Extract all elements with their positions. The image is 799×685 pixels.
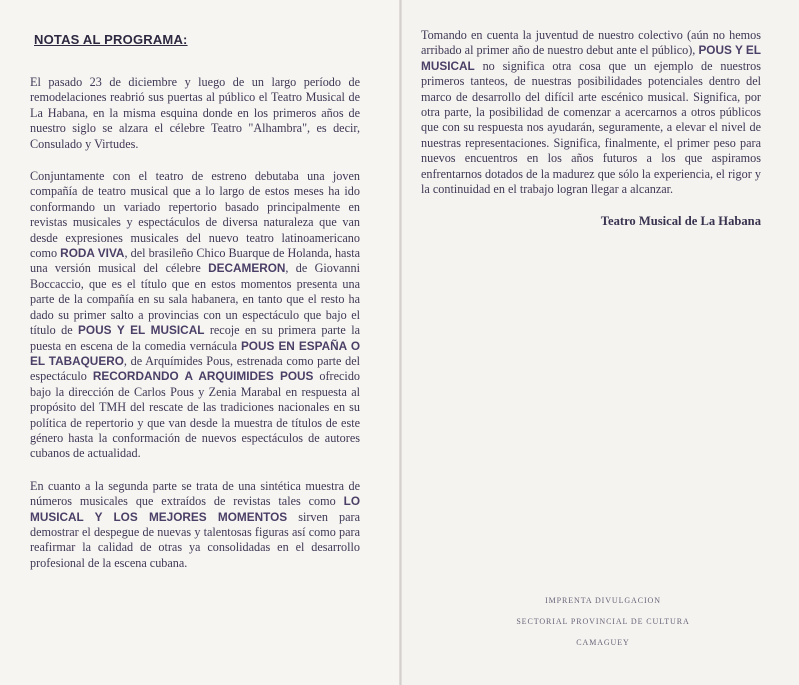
imprint-line-printer: IMPRENTA DIVULGACION bbox=[545, 596, 661, 605]
text-run: , del brasileño Chico Buarque de Holanda, hasta una versión musical del célebre bbox=[30, 246, 360, 276]
title-decameron: DECAMERON bbox=[208, 261, 286, 276]
title-pous-en-espana: POUS EN ESPAÑA O EL TABAQUERO bbox=[30, 338, 360, 368]
signature: Teatro Musical de La Habana bbox=[600, 214, 761, 229]
text-run: sirven para demostrar el despegue de nuevas y talentosas figuras así como para reafirmar la calidad de otras ya consolidadas en el desarrollo profesional de la escena cubana. bbox=[30, 509, 360, 570]
title-lo-musical: LO MUSICAL Y LOS MEJORES MOMENTOS bbox=[30, 494, 360, 524]
text-run: no significa otra cosa que un ejemplo de nuestros primeros tanteos, de nuestras posibilidades potenciales dentro del marco de desarrollo del difícil arte escénico musical. Significa, por otra parte, la posibilidad de comenzar a acercarnos a otros públicos que con su respuesta nos ayudarán, seguramente, a elevar el nivel de nuestras representaciones. Significa, finalmente, el primer peso para nuevos encuentros en los años futuros a los que aspiramos enfrentarnos dotados de la madurez que sólo la experiencia, el rigor y la continuidad en el trabajo logran llegar a alcanzar. bbox=[421, 58, 761, 197]
text-run: , de Arquímides Pous, estrenada como parte del espectáculo bbox=[30, 353, 360, 384]
title-roda-viva: RODA VIVA bbox=[60, 246, 125, 261]
paragraph-reopening: El pasado 23 de diciembre y luego de un largo período de remodelaciones reabrió sus puertas al público el Teatro Musical de La Habana, en la misma esquina donde en los primeros años de nuestro siglo se alzara el célebre Teatro "Alhambra", es decir, Consulado y Virtudes. bbox=[30, 75, 360, 151]
program-notes-heading: NOTAS AL PROGRAMA: bbox=[34, 32, 188, 47]
text-run: Tomando en cuenta la juventud de nuestro colectivo (aún no hemos arribado al primer año de nuestro debut ante el público), bbox=[421, 28, 761, 58]
text-run: , de Giovanni Boccaccio, que es el título que en estos momentos presenta una parte de la compañía en su sala habanera, en tanto que el resto ha dado su primer salto a provincias con un espectáculo que bajo el título de bbox=[30, 261, 360, 338]
imprint-line-sector: SECTORIAL PROVINCIAL DE CULTURA bbox=[516, 617, 690, 626]
paragraph-company bbox=[30, 169, 360, 462]
text-run: ofrecido bajo la dirección de Carlos Pous y Zenia Marabal en respuesta al propósito del TMH del rescate de las tradiciones nacionales en su política de repertorio y que van desde la muestra de títulos de este género hasta la conformación de nuevos espectáculos de autores cubanos de actualidad. bbox=[30, 369, 361, 461]
imprint-line-city: CAMAGUEY bbox=[576, 638, 630, 647]
text-run: recoje en su primera parte la puesta en escena de la comedia vernácula bbox=[30, 323, 360, 353]
page-fold bbox=[399, 0, 402, 685]
title-pous-y-el-musical: POUS Y EL MUSICAL bbox=[421, 43, 761, 73]
left-column bbox=[30, 32, 360, 588]
text-run: En cuanto a la segunda parte se trata de una sintética muestra de números musicales que extraídos de revistas tales como bbox=[30, 478, 360, 509]
title-recordando: RECORDANDO A ARQUIMIDES POUS bbox=[92, 369, 314, 384]
title-pous-y-el-musical: POUS Y EL MUSICAL bbox=[78, 323, 205, 338]
paragraph-second-part bbox=[30, 479, 360, 571]
text-run: Conjuntamente con el teatro de estreno debutaba una joven compañía de teatro musical que a lo largo de estos meses ha ido conformando un variado repertorio basado principalmente en revistas musicales y espectáculos de diversa naturaleza que van desde expresiones musicales del nuevo teatro latinoamericano como bbox=[30, 169, 360, 261]
paragraph-youth bbox=[421, 28, 761, 197]
printer-imprint bbox=[488, 590, 718, 653]
right-column bbox=[421, 28, 761, 229]
